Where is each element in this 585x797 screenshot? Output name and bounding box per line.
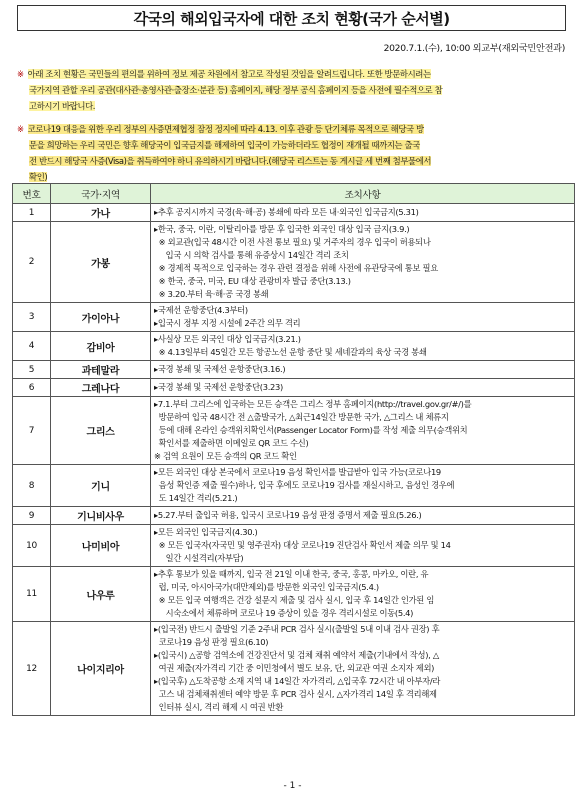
measure-line: 확인서를 제출하면 이메일로 QR 코드 수신) — [154, 438, 309, 448]
measure-line: ※ 한국, 중국, 미국, EU 대상 관광비자 발급 중단(3.13.) — [154, 276, 351, 286]
row-measures — [151, 303, 575, 332]
table-header-row — [13, 184, 575, 204]
measure-line: ※ 경제적 목적으로 입국하는 경우 관련 결정을 위해 사전에 유관당국에 통보 필요 — [154, 263, 438, 273]
row-country: 감비아 — [51, 332, 151, 361]
measures-table — [12, 183, 575, 716]
table-row — [13, 204, 575, 222]
measure-line: ※ 4.13일부터 45일간 모든 항공노선 운항 중단 및 세네갈과의 육상 국경 봉쇄 — [154, 347, 427, 357]
table-row — [13, 567, 575, 622]
row-country: 기니비사우 — [51, 507, 151, 525]
table-row — [13, 465, 575, 507]
page-title: 각국의 해외입국자에 대한 조치 현황(국가 순서별) — [17, 5, 566, 31]
measure-line: 음성 확인증 제출 필수)하나, 입국 후에도 코로나19 검사를 재실시하고, 음성인 경우에 — [154, 480, 455, 490]
row-number: 7 — [13, 397, 51, 465]
row-measures — [151, 397, 575, 465]
measure-line: ▸7.1.부터 그리스에 입국하는 모든 승객은 그리스 정부 홈페이지(http://travel.gov.gr/#/)를 — [154, 399, 472, 409]
measure-line: 방문하여 입국 48시간 전 △출발국가, △최근14일간 방문한 국가, △그리스 내 체류지 — [154, 412, 449, 422]
notice-line: 확인) — [29, 172, 48, 182]
measure-line: 도 14일간 격리(5.21.) — [154, 493, 238, 503]
measure-line: ※ 모든 입국자(자국민 및 영주권자) 대상 코로나19 진단검사 확인서 제출 의무 및 14 — [154, 540, 451, 550]
measure-line: ▸모든 외국인 입국금지(4.30.) — [154, 527, 258, 537]
header-number: 번호 — [13, 184, 51, 204]
measure-line: ▸모든 외국인 대상 본국에서 코로나19 음성 확인서를 발급받아 입국 가능(코로나19 — [154, 467, 441, 477]
row-country: 나이지리아 — [51, 622, 151, 716]
measure-line: ※ 검역 요원이 모든 승객의 QR 코드 확인 — [154, 451, 297, 461]
measure-line: ▸(입국후) △도착공항 소재 지역 내 14일간 자가격리, △입국후 72시간 내 아부자/라 — [154, 676, 441, 686]
row-number: 5 — [13, 361, 51, 379]
date-line: 2020.7.1.(수), 10:00 외교부(재외국민안전과) — [383, 43, 565, 54]
table-row — [13, 222, 575, 303]
row-country: 가봉 — [51, 222, 151, 303]
notice-line: 아래 조치 현황은 국민들의 편의를 위하여 정보 제공 차원에서 참고로 작성된 것임을 알려드립니다. 또한 방문하시려는 — [27, 69, 431, 79]
notice-line: 국가지역 관할 우리 공관(대사관·총영사관·출장소·분관 등) 홈페이지, 해당 정부 공식 홈페이지 등을 사전에 필수적으로 참 — [29, 85, 443, 95]
row-measures — [151, 567, 575, 622]
row-number: 1 — [13, 204, 51, 222]
measure-line: 일간 시설격리(자부담) — [154, 553, 244, 563]
table-row — [13, 507, 575, 525]
table-row — [13, 525, 575, 567]
measure-line: ▸(입국전) 반드시 출발일 기준 2주내 PCR 검사 실시(출발일 5내 이내 검사 권장) 후 — [154, 624, 440, 634]
measure-line: 럽, 미국, 아시아국가(대만제외)를 방문한 외국인 입국금지(5.4.) — [154, 582, 379, 592]
row-measures — [151, 361, 575, 379]
row-country: 그리스 — [51, 397, 151, 465]
table-row — [13, 379, 575, 397]
measure-line: ▸추후 공지시까지 국경(육·해·공) 봉쇄에 따라 모든 내·외국인 입국금지(5.31) — [154, 207, 419, 217]
measure-line: ※ 모든 입국 여행객은 건강 설문지 제출 및 검사 실시, 입국 후 14일간 인가된 임 — [154, 595, 435, 605]
measure-line: ※ 외교관(입국 48시간 이전 사전 통보 필요) 및 거주자의 경우 입국이 허용되나 — [154, 237, 431, 247]
row-measures — [151, 379, 575, 397]
row-country: 기니 — [51, 465, 151, 507]
row-number: 8 — [13, 465, 51, 507]
row-country: 그레나다 — [51, 379, 151, 397]
measure-line: ▸추후 통보가 있을 때까지, 입국 전 21일 이내 한국, 중국, 홍콩, 마카오, 이란, 유 — [154, 569, 429, 579]
row-country: 나미비아 — [51, 525, 151, 567]
header-country: 국가·지역 — [51, 184, 151, 204]
table-row — [13, 361, 575, 379]
notice-line: 문을 희망하는 우리 국민은 향후 해당국이 입국금지를 해제하여 입국이 가능하더라도 협정이 재개될 때까지는 출국 — [29, 140, 420, 150]
measure-line: ▸(입국시) △공항 검역소에 건강진단서 및 검체 채취 예약서 제출(기내에서 작성), △ — [154, 650, 439, 660]
row-number: 11 — [13, 567, 51, 622]
row-measures — [151, 222, 575, 303]
notice-mark: ※ — [17, 124, 24, 134]
row-measures — [151, 204, 575, 222]
table-row — [13, 332, 575, 361]
measure-line: ※ 3.20.부터 육·해·공 국경 봉쇄 — [154, 289, 269, 299]
measure-line: ▸사실상 모든 외국인 대상 입국금지(3.21.) — [154, 334, 301, 344]
row-measures — [151, 507, 575, 525]
measure-line: ▸국제선 운항중단(4.3부터) — [154, 305, 248, 315]
row-number: 10 — [13, 525, 51, 567]
measure-line: ▸입국시 정부 지정 시설에 2주간 의무 격리 — [154, 318, 301, 328]
measure-line: 인터뷰 실시, 격리 해제 시 여권 반환 — [154, 702, 284, 712]
measure-line: 고스 내 검체채취센터 예약 방문 후 PCR 검사 실시, △자가격리 14일 후 격리해제 — [154, 689, 437, 699]
notice-1 — [17, 66, 573, 114]
row-measures — [151, 332, 575, 361]
row-measures — [151, 622, 575, 716]
row-number: 6 — [13, 379, 51, 397]
measure-line: ▸5.27.부터 출입국 허용, 입국시 코로나19 음성 판정 증명서 제출 필요(5.26.) — [154, 510, 422, 520]
table-row — [13, 622, 575, 716]
table-row — [13, 303, 575, 332]
row-country: 가이아나 — [51, 303, 151, 332]
row-country: 가나 — [51, 204, 151, 222]
page-number: - 1 - — [283, 781, 302, 791]
measure-line: ▸국경 봉쇄 및 국제선 운항중단(3.16.) — [154, 364, 286, 374]
table-row — [13, 397, 575, 465]
notice-line: 전 반드시 해당국 사증(Visa)을 취득하여야 하니 유의하시기 바랍니다.(해당국 리스트는 동 게시글 세 번째 첨부물에서 — [29, 156, 432, 166]
row-measures — [151, 465, 575, 507]
row-number: 12 — [13, 622, 51, 716]
row-country: 나우루 — [51, 567, 151, 622]
header-measures: 조치사항 — [151, 184, 575, 204]
notice-line: 고하시기 바랍니다. — [29, 101, 96, 111]
measure-line: ▸한국, 중국, 이란, 이탈리아를 방문 후 입국한 외국인 대상 입국 금지(3.9.) — [154, 224, 410, 234]
measure-line: 등에 대해 온라인 승객위치확인서(Passenger Locator Form)를 작성 제출 의무(승객위치 — [154, 425, 468, 435]
row-number: 4 — [13, 332, 51, 361]
notice-2 — [17, 121, 573, 185]
row-measures — [151, 525, 575, 567]
row-country: 과테말라 — [51, 361, 151, 379]
row-number: 2 — [13, 222, 51, 303]
measure-line: ▸국경 봉쇄 및 국제선 운항중단(3.23) — [154, 382, 283, 392]
notice-line: 코로나19 대응을 위한 우리 정부의 사증면제협정 잠정 정지에 따라 4.13. 이후 관광 등 단기체류 목적으로 해당국 방 — [27, 124, 424, 134]
measure-line: 코로나19 음성 판정 필요(6.10) — [154, 637, 269, 647]
measure-line: 입국 시 의학 검사를 통해 유증상시 14일간 격리 조치 — [154, 250, 349, 260]
row-number: 9 — [13, 507, 51, 525]
measure-line: 시숙소에서 체류하며 코로나 19 증상이 있을 경우 격리시설로 이동(5.4) — [154, 608, 414, 618]
notice-mark: ※ — [17, 69, 24, 79]
row-number: 3 — [13, 303, 51, 332]
measure-line: 여권 제출(자가격리 기간 중 이민청에서 별도 보유, 단, 외교관 여권 소지자 제외) — [154, 663, 435, 673]
